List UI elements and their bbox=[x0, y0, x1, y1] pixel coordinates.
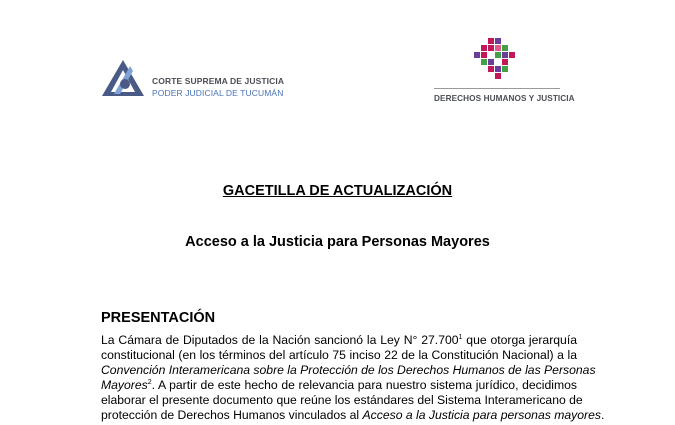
paragraph-line: elaborar el presente documento que reúne los estándares del Sistema Interamericano de bbox=[101, 393, 583, 407]
paragraph-line: La Cámara de Diputados de la Nación sancionó la Ley N° 27.700$^1$ que otorga jerarquía bbox=[101, 333, 577, 347]
document-subtitle: Acceso a la Justicia para Personas Mayores bbox=[185, 234, 490, 250]
footnote-ref[interactable]: 2 bbox=[147, 378, 152, 386]
logo-line-1: CORTE SUPREMA DE JUSTICIA bbox=[152, 76, 285, 86]
paragraph-line: Convención Interamericana sobre la Protección de los Derechos Humanos de las Personas bbox=[101, 363, 596, 377]
footnote-ref[interactable]: 1 bbox=[458, 333, 463, 341]
paragraph-line: protección de Derechos Humanos vinculados al Acceso a la Justicia para personas mayores. bbox=[101, 408, 605, 422]
derechos-humanos-emblem-icon bbox=[474, 38, 516, 80]
section-heading: PRESENTACIÓN bbox=[101, 310, 216, 326]
derechos-humanos-logo bbox=[430, 38, 575, 108]
paragraph-line: constitucional (en los términos del artículo 75 inciso 22 de la Constitución Nacional) a la bbox=[101, 348, 577, 362]
corte-suprema-emblem-icon bbox=[100, 58, 146, 98]
logo-caption: DERECHOS HUMANOS Y JUSTICIA bbox=[434, 94, 575, 103]
presentation-paragraph bbox=[101, 333, 605, 423]
corte-suprema-logo bbox=[100, 58, 300, 102]
document-title: GACETILLA DE ACTUALIZACIÓN bbox=[222, 183, 453, 199]
paragraph-line: Mayores$^2$. A partir de este hecho de relevancia para nuestro sistema jurídico, decidimos bbox=[101, 378, 577, 392]
logo-divider bbox=[434, 88, 560, 89]
logo-line-2: PODER JUDICIAL DE TUCUMÁN bbox=[152, 88, 284, 98]
